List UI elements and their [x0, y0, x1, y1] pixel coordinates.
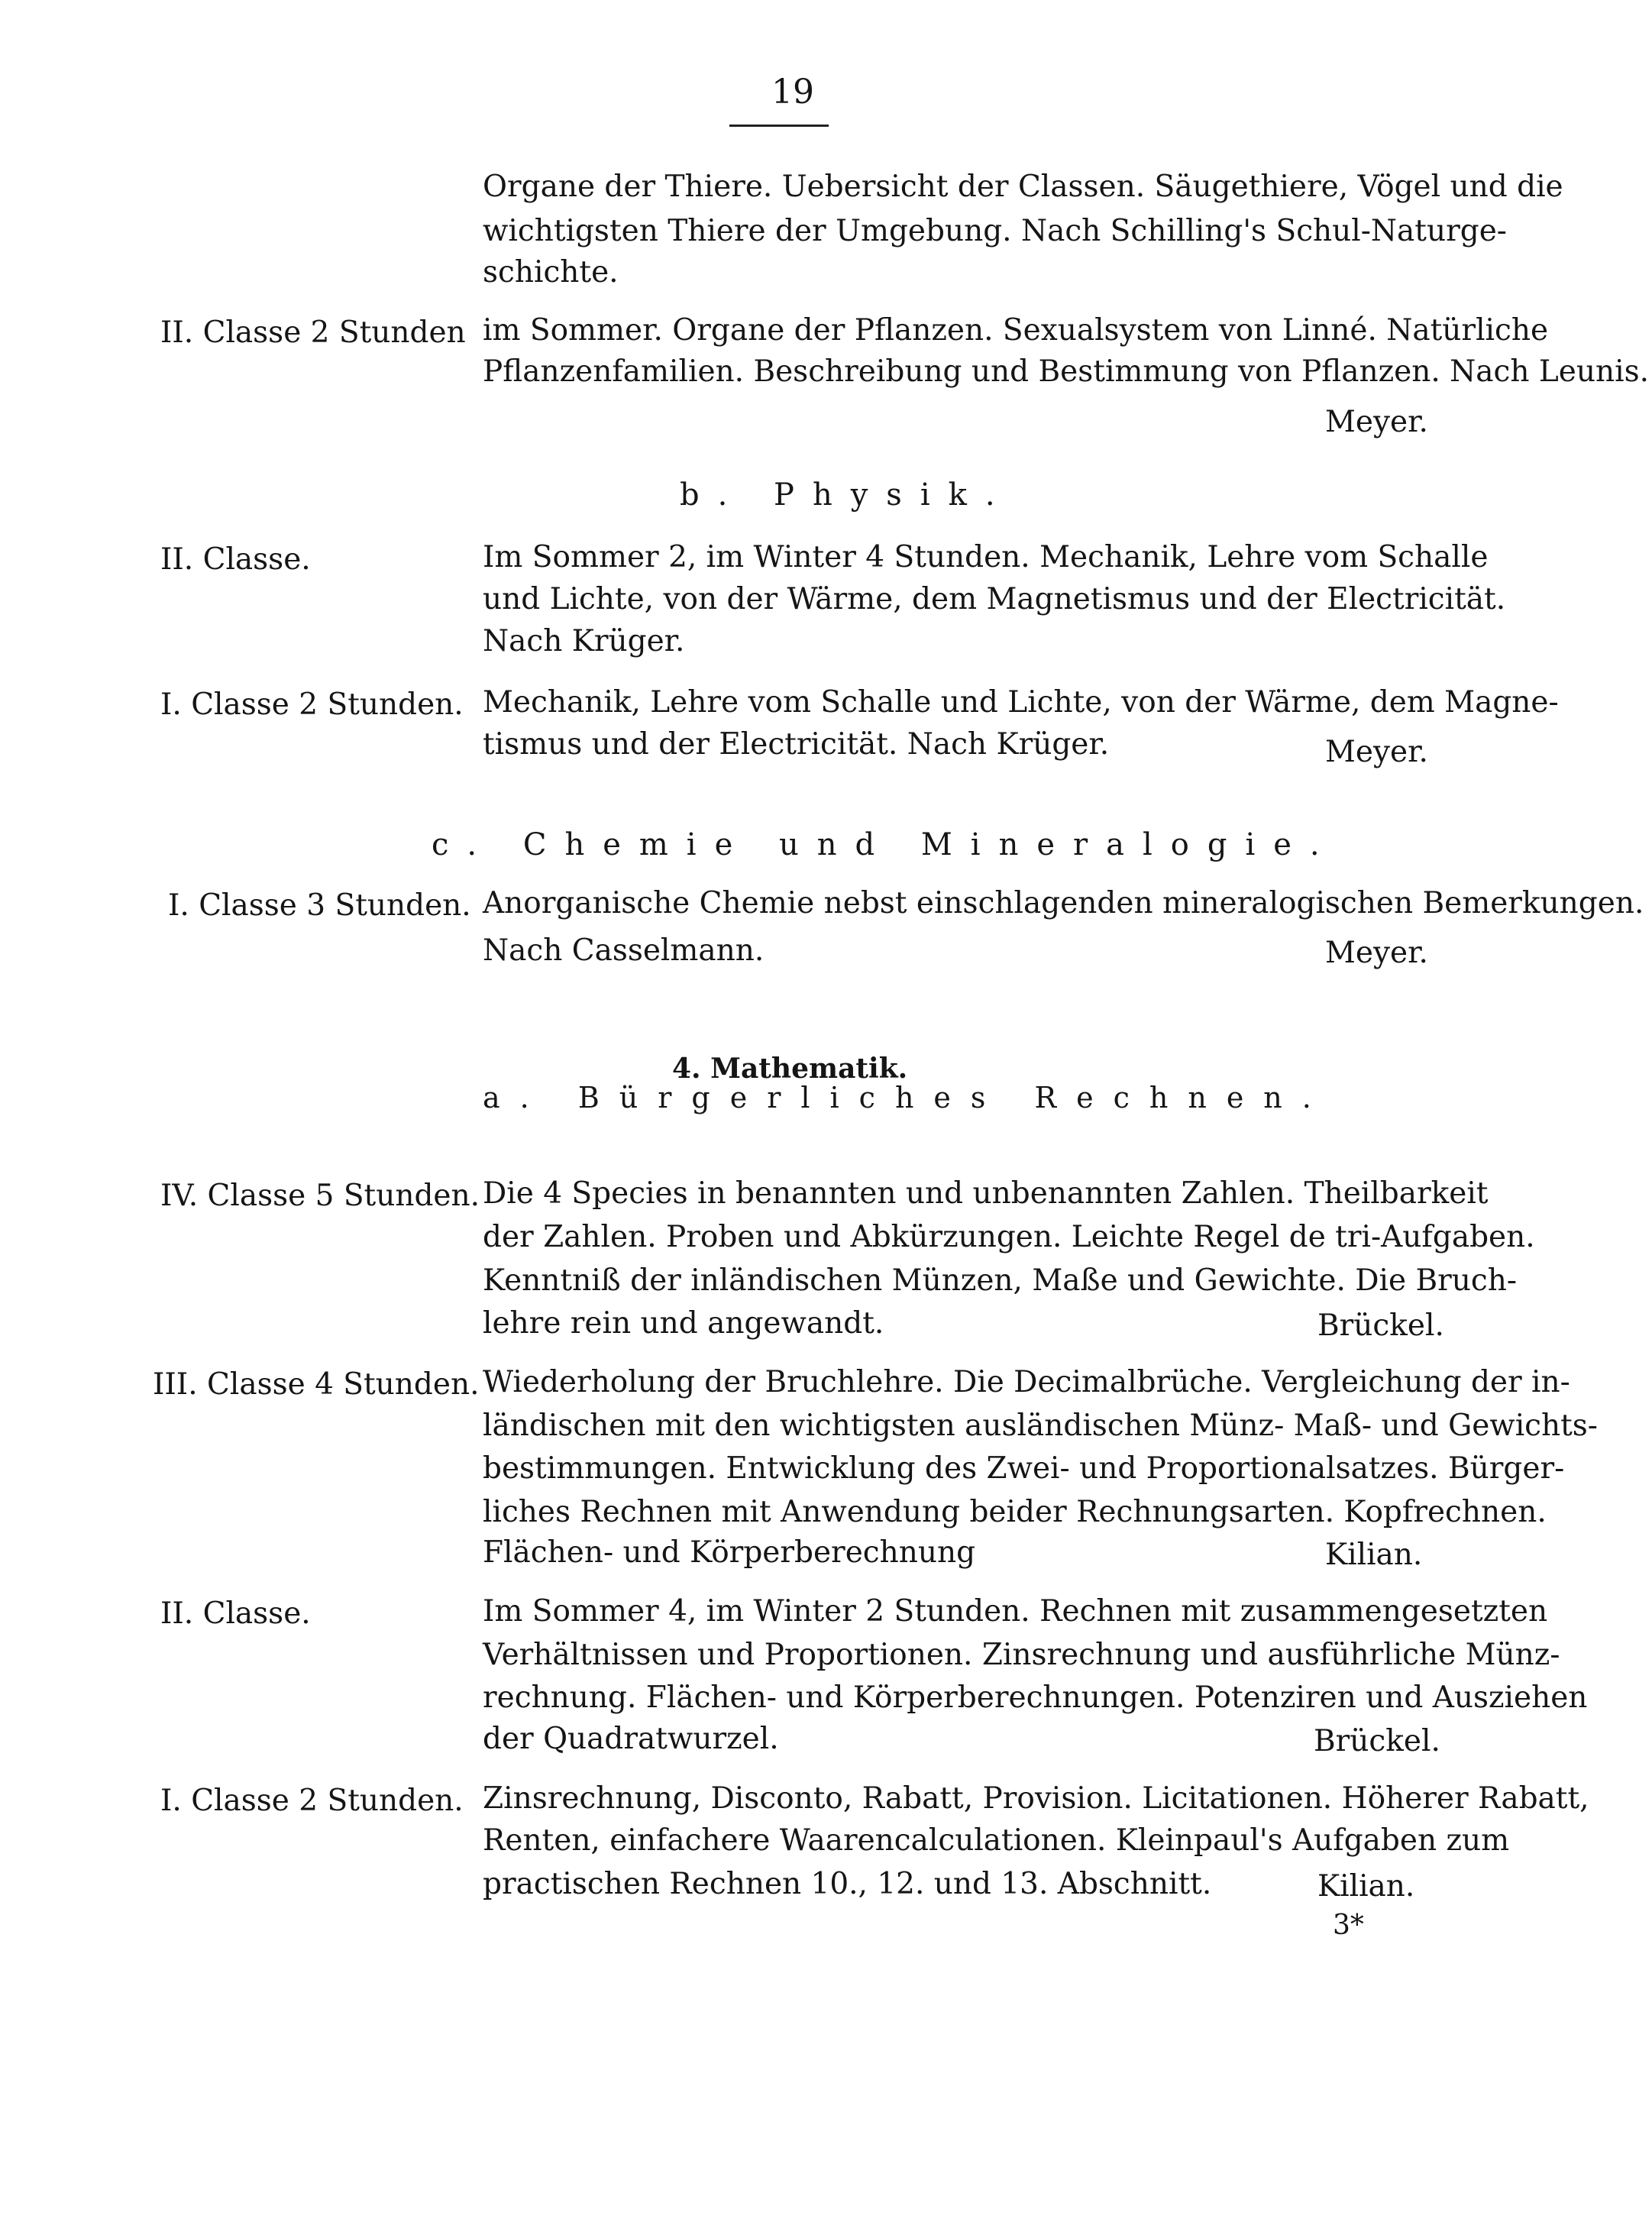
math-iii-line-2: ländischen mit den wichtigsten ausländischen Münz- Maß- und Gewichts-	[483, 1409, 1598, 1443]
mathematik-heading: 4. Mathematik.	[672, 1053, 908, 1085]
physik-i-teacher: Meyer.	[1325, 735, 1428, 769]
physik-ii-label: II. Classe.	[160, 542, 311, 577]
math-iii-line-3: bestimmungen. Entwicklung des Zwei- und Proportionalsatzes. Bürger-	[483, 1451, 1565, 1486]
mathematik-subheading: a. Bürgerliches Rechnen.	[483, 1081, 1331, 1114]
math-ii-label: II. Classe.	[160, 1596, 311, 1631]
math-i-label: I. Classe 2 Stunden.	[160, 1784, 464, 1818]
nh-ii-line-1: im Sommer. Organe der Pflanzen. Sexualsystem von Linné. Natürliche	[483, 313, 1549, 348]
math-ii-line-1: Im Sommer 4, im Winter 2 Stunden. Rechnen mit zusammengesetzten	[483, 1594, 1548, 1629]
chemie-i-line-1: Anorganische Chemie nebst einschlagenden mineralogischen Bemerkungen.	[483, 886, 1644, 920]
math-iii-teacher: Kilian.	[1325, 1538, 1423, 1572]
chemie-i-label: I. Classe 3 Stunden.	[168, 888, 471, 923]
math-iv-line-2: der Zahlen. Proben und Abkürzungen. Leichte Regel de tri-Aufgaben.	[483, 1220, 1535, 1254]
chemie-i-line-2: Nach Casselmann.	[483, 933, 765, 968]
chemie-heading: c. Chemie und Mineralogie.	[432, 827, 1338, 862]
page-number-rule	[729, 125, 829, 127]
page-number: 19	[771, 73, 814, 112]
math-ii-line-2: Verhältnissen und Proportionen. Zinsrechnung und ausführliche Münz-	[483, 1638, 1560, 1672]
signature-mark: 3*	[1333, 1910, 1364, 1941]
math-iii-line-1: Wiederholung der Bruchlehre. Die Decimalbrüche. Vergleichung der in-	[483, 1365, 1570, 1399]
math-i-line-3: practischen Rechnen 10., 12. und 13. Abschnitt.	[483, 1867, 1212, 1901]
physik-i-line-1: Mechanik, Lehre vom Schalle und Lichte, von der Wärme, dem Magne-	[483, 685, 1559, 720]
chemie-i-teacher: Meyer.	[1325, 936, 1428, 970]
nh-ii-teacher: Meyer.	[1325, 405, 1428, 439]
math-iii-label: III. Classe 4 Stunden.	[153, 1367, 480, 1402]
math-iv-line-3: Kenntniß der inländischen Münzen, Maße und Gewichte. Die Bruch-	[483, 1263, 1518, 1298]
nh-line-2: wichtigsten Thiere der Umgebung. Nach Schilling's Schul-Naturge-	[483, 214, 1507, 248]
math-iii-line-5: Flächen- und Körperberechnung	[483, 1535, 976, 1570]
math-i-line-2: Renten, einfachere Waarencalculationen. Kleinpaul's Aufgaben zum	[483, 1823, 1510, 1858]
nh-ii-line-2: Pflanzenfamilien. Beschreibung und Bestimmung von Pflanzen. Nach Leunis.	[483, 354, 1649, 389]
physik-heading: b. Physik.	[680, 477, 1014, 513]
math-iv-label: IV. Classe 5 Stunden.	[160, 1179, 480, 1213]
nh-line-3: schichte.	[483, 255, 619, 290]
nh-line-1: Organe der Thiere. Uebersicht der Classen. Säugethiere, Vögel und die	[483, 170, 1563, 204]
physik-ii-line-1: Im Sommer 2, im Winter 4 Stunden. Mechanik, Lehre vom Schalle	[483, 540, 1489, 574]
physik-i-line-2: tismus und der Electricität. Nach Krüger.	[483, 727, 1110, 762]
math-ii-line-4: der Quadratwurzel.	[483, 1722, 779, 1756]
physik-i-label: I. Classe 2 Stunden.	[160, 687, 464, 722]
nh-ii-label: II. Classe 2 Stunden	[160, 315, 466, 350]
physik-ii-line-2: und Lichte, von der Wärme, dem Magnetismus und der Electricität.	[483, 582, 1506, 616]
math-ii-teacher: Brückel.	[1314, 1724, 1440, 1758]
math-iii-line-4: liches Rechnen mit Anwendung beider Rechnungsarten. Kopfrechnen.	[483, 1495, 1547, 1529]
math-iv-teacher: Brückel.	[1317, 1308, 1444, 1343]
math-iv-line-4: lehre rein und angewandt.	[483, 1306, 884, 1341]
math-i-teacher: Kilian.	[1317, 1869, 1415, 1904]
math-i-line-1: Zinsrechnung, Disconto, Rabatt, Provision. Licitationen. Höherer Rabatt,	[483, 1781, 1589, 1816]
physik-ii-line-3: Nach Krüger.	[483, 624, 685, 658]
math-iv-line-1: Die 4 Species in benannten und unbenannten Zahlen. Theilbarkeit	[483, 1176, 1489, 1211]
math-ii-line-3: rechnung. Flächen- und Körperberechnungen. Potenziren und Ausziehen	[483, 1680, 1588, 1715]
